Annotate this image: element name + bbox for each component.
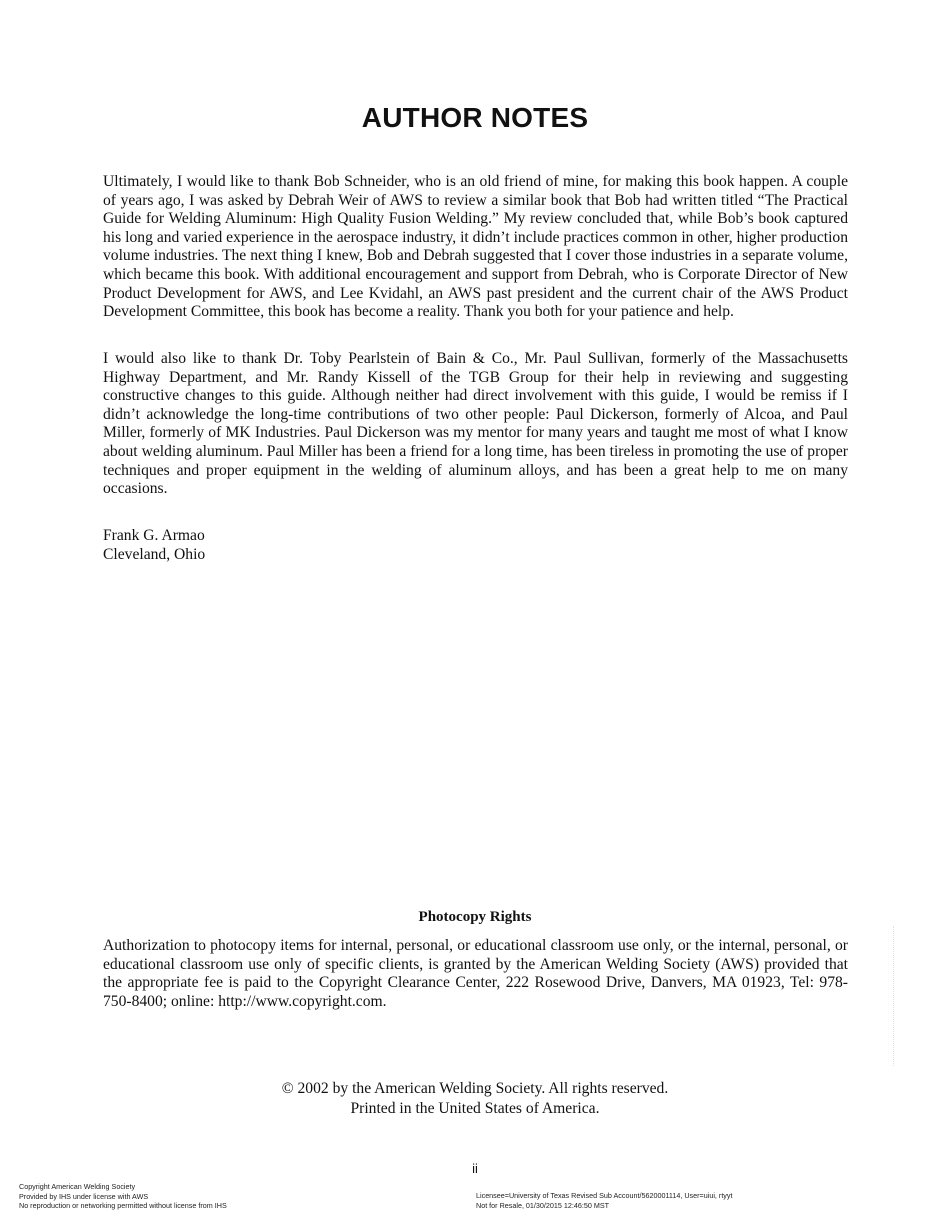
footer-license-left — [19, 1182, 227, 1211]
footer-line: Licensee=University of Texas Revised Sub Account/5620001114, User=uiui, rtyyt — [476, 1191, 733, 1200]
copyright-line: © 2002 by the American Welding Society. All rights reserved. — [281, 1080, 669, 1097]
printed-in-line: Printed in the United States of America. — [350, 1099, 600, 1117]
body-paragraph-2: I would also like to thank Dr. Toby Pearlstein of Bain & Co., Mr. Paul Sullivan, formerly of the Massachusetts Highway Department, and Mr. Randy Kissell of the TGB Group for their help in reviewing and suggesting constructive changes to this guide. Although neither had direct involvement with this guide, I would be remiss if I didn’t acknowledge the long-time contributions of two other people: Paul Dickerson, formerly of Alcoa, and Paul Miller, formerly of MK Industries. Paul Dickerson was my mentor for many years and taught me most of what I know about welding aluminum. Paul Miller has been a friend for a long time, has been tireless in promoting the use of proper techniques and proper equipment in the welding of aluminum alloys, and has been a great help to me on many occasions. — [103, 350, 848, 498]
footer-line: Not for Resale, 01/30/2015 12:46:50 MST — [476, 1200, 610, 1210]
side-watermark — [893, 926, 902, 1066]
footer-license-right — [476, 1191, 733, 1210]
photocopy-rights-text: Authorization to photocopy items for internal, personal, or educational classroom use only, or the internal, personal, or educational classroom use only of specific clients, is granted by the American Welding Society (AWS) provided that the appropriate fee is paid to the Copyright Clearance Center, 222 Rosewood Drive, Danvers, MA 01923, Tel: 978-750-8400; online: http://www.copyright.com. — [103, 937, 848, 1010]
page-number: ii — [472, 1161, 478, 1176]
footer-line: No reproduction or networking permitted without license from IHS — [19, 1201, 227, 1210]
footer-line: Provided by IHS under license with AWS — [19, 1191, 149, 1201]
page-title: AUTHOR NOTES — [361, 102, 589, 133]
author-signature — [103, 526, 205, 564]
photocopy-rights-heading: Photocopy Rights — [418, 909, 532, 925]
author-name: Frank G. Armao — [103, 527, 205, 544]
author-location: Cleveland, Ohio — [103, 546, 206, 563]
body-paragraph-1: Ultimately, I would like to thank Bob Schneider, who is an old friend of mine, for making this book happen. A couple of years ago, I was asked by Debrah Weir of AWS to review a similar book that Bob had written titled “The Practical Guide for Welding Aluminum: High Quality Fusion Welding.” My review concluded that, while Bob’s book captured his long and varied experience in the aerospace industry, it didn’t include practices common in other, higher production volume industries. The next thing I knew, Bob and Debrah suggested that I cover those industries in a separate volume, which became this book. With additional encouragement and support from Debrah, who is Corporate Director of New Product Development for AWS, and Lee Kvidahl, an AWS past president and the current chair of the AWS Product Development Committee, this book has become a reality. Thank you both for your patience and help. — [103, 173, 848, 321]
footer-line: Copyright American Welding Society — [19, 1182, 136, 1191]
copyright-notice — [0, 1079, 950, 1118]
